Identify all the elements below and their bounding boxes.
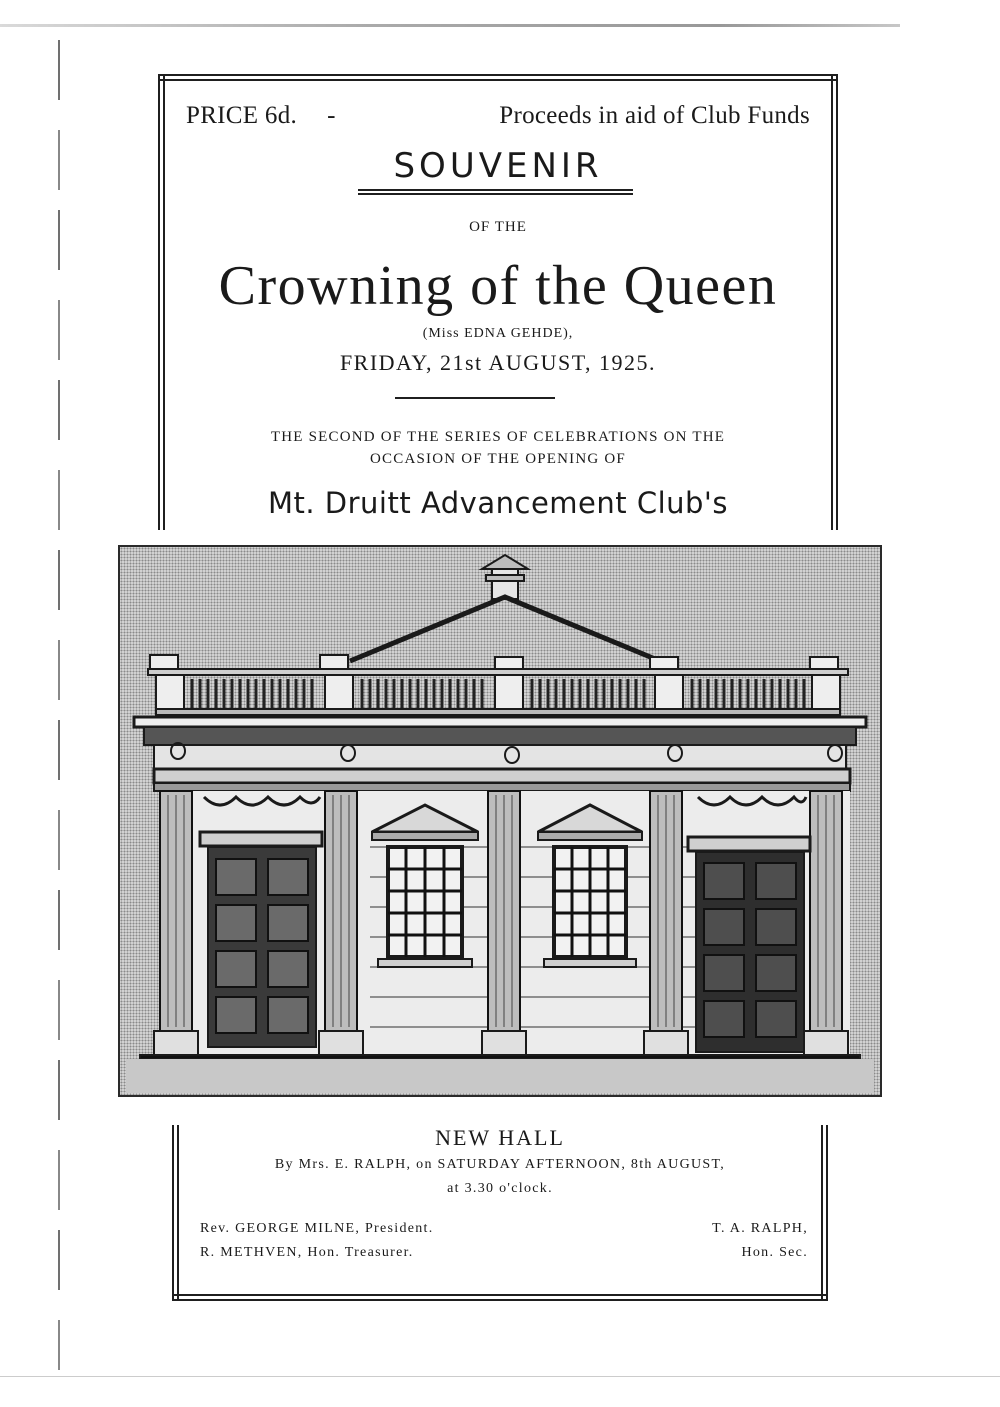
footer-panel [172,1125,828,1301]
officers-right [712,1217,808,1265]
opening-time: at 3.30 o'clock. [447,1181,553,1196]
celebrations-text [158,426,838,470]
event-date: FRIDAY, 21st AUGUST, 1925. [339,350,657,375]
club-name: Mt. Druitt Advancement Club's [267,486,729,520]
officers-left [200,1217,434,1265]
scan-edge-top [0,24,900,27]
page-title: SOUVENIR [393,146,603,186]
border-rule [158,74,838,76]
secretary-name: T. A. RALPH, [712,1221,808,1236]
president: Rev. GEORGE MILNE, President. [200,1221,434,1236]
price-text: PRICE 6d. [186,102,298,129]
scan-edge-left [58,40,60,1370]
border-rule [826,1125,828,1301]
celebrations-line-1: THE SECOND OF THE SERIES OF CELEBRATIONS ON THE [270,429,726,445]
event-title: Crowning of the Queen [218,255,778,317]
divider [395,397,555,399]
border-rule [821,1125,823,1301]
header-panel [158,74,838,530]
of-the-text: OF THE [469,219,527,235]
border-rule [177,1125,179,1301]
queen-name: (Miss EDNA GEHDE), [422,326,574,341]
border-rule [172,1294,828,1296]
secretary-title: Hon. Sec. [741,1245,808,1260]
proceeds-text: Proceeds in aid of Club Funds [499,102,810,129]
price-line [186,102,810,130]
scan-edge-bottom [0,1376,1000,1377]
border-rule [172,1125,174,1301]
border-rule [172,1299,828,1301]
separator: - [327,102,336,129]
border-rule [158,79,838,81]
new-hall-heading: NEW HALL [435,1125,565,1150]
opened-by-text: By Mrs. E. RALPH, on SATURDAY AFTERNOON, 8th AUGUST, [274,1157,726,1172]
hall-facade-drawing [120,547,880,1095]
title-double-underline [358,189,633,195]
treasurer: R. METHVEN, Hon. Treasurer. [200,1245,414,1260]
hall-illustration [118,545,882,1097]
celebrations-line-2: OCCASION OF THE OPENING OF [370,451,626,467]
